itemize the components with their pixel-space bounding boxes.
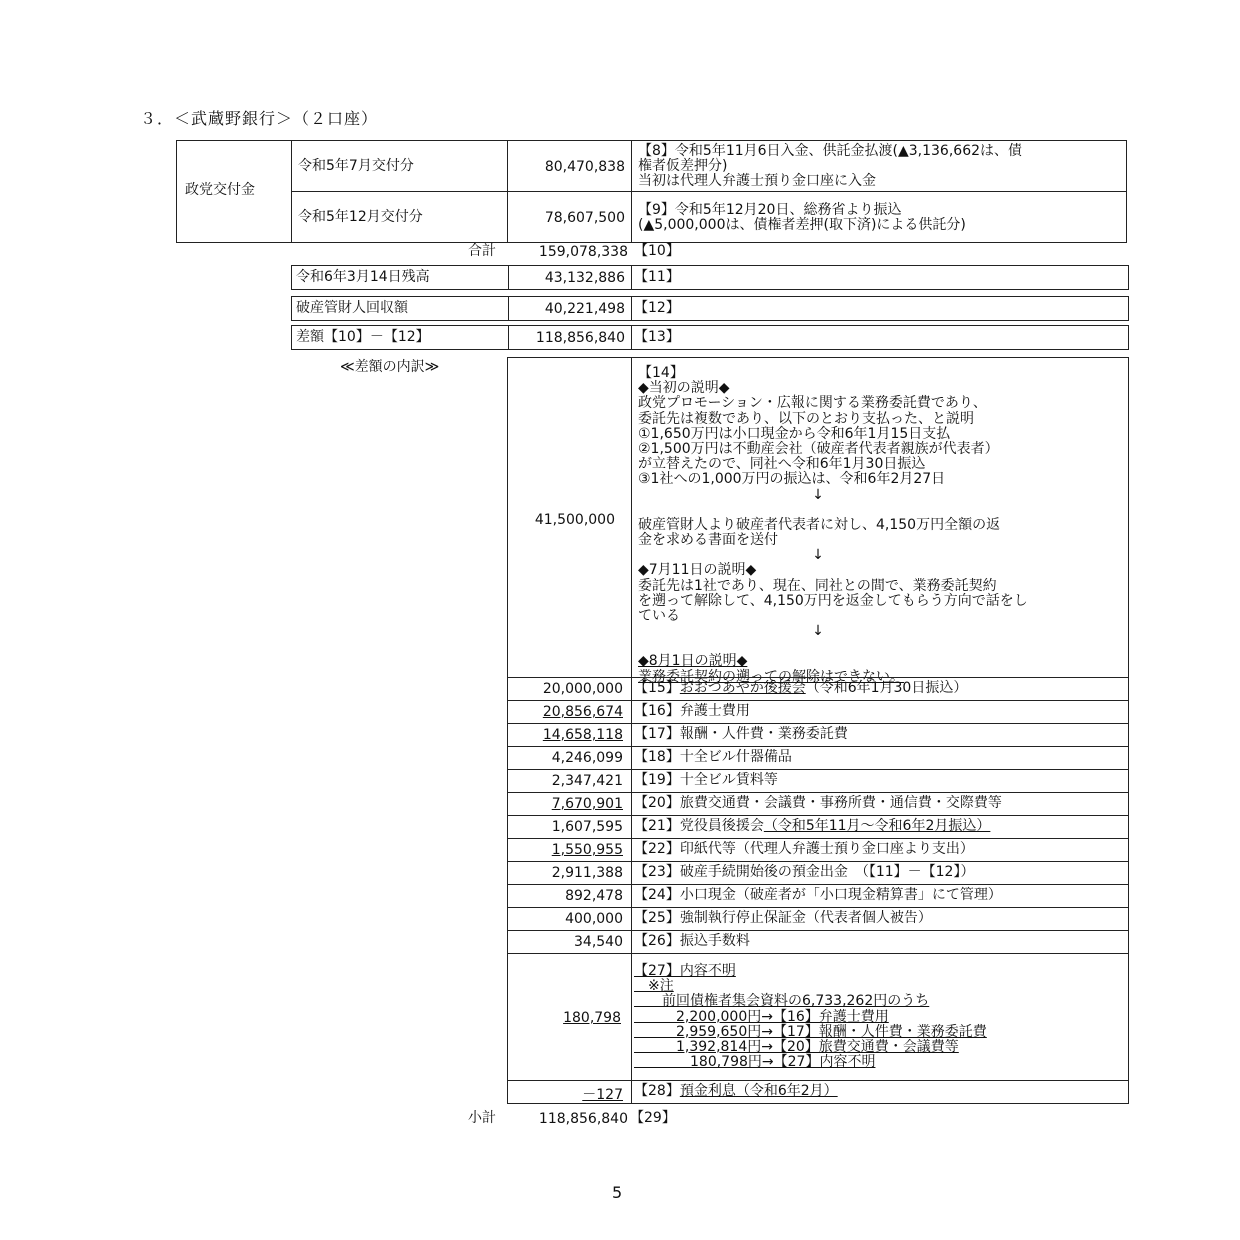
koufu-label: 政党交付金 [185, 182, 255, 198]
item-note: 【17】報酬・人件費・業務委託費 [634, 726, 848, 742]
column-divider [631, 701, 632, 723]
koufu-row-1-name: 令和5年7月交付分 [298, 158, 414, 174]
column-divider [631, 793, 632, 815]
item-note: 【24】小口現金（破産者が「小口現金精算書」にて管理） [634, 887, 1002, 903]
column-divider [508, 326, 509, 349]
balance-amount: 43,132,886 [544, 270, 625, 286]
item-note: 【26】振込手数料 [634, 933, 750, 949]
item-note: 【25】強制執行停止保証金（代表者個人被告） [634, 910, 932, 926]
item-amount: 20,000,000 [542, 681, 623, 697]
breakdown-row-22 [507, 838, 1129, 862]
item-14-line: ①1,650万円は小口現金から令和6年1月15日支払 [638, 425, 951, 442]
koufu-row-2-name-cell [291, 191, 508, 243]
item-note [634, 681, 967, 696]
column-divider [631, 678, 632, 700]
breakdown-row-17 [507, 723, 1129, 747]
item-14-line: ◆7月11日の説明◆ [638, 562, 757, 579]
koufu-label-cell [176, 140, 292, 243]
koufu-row-2-name: 令和5年12月交付分 [298, 209, 423, 225]
subtotal-amount: 118,856,840 [538, 1111, 628, 1127]
column-divider [631, 770, 632, 792]
breakdown-row-26 [507, 930, 1129, 954]
column-divider [508, 266, 509, 289]
column-divider [631, 816, 632, 838]
item-note: 【19】十全ビル賃料等 [634, 772, 778, 788]
item-27-line: ※注 [634, 978, 674, 995]
item-14-line [638, 503, 1128, 518]
item-14-line: 委託先は1社であり、現在、同社との間で、業務委託契約 [638, 577, 997, 594]
balance-note: 【11】 [634, 269, 680, 285]
recovered-label: 破産管財人回収額 [296, 300, 408, 316]
item-note: 【20】旅費交通費・会議費・事務所費・通信費・交際費等 [634, 795, 1002, 811]
breakdown-row-23 [507, 861, 1129, 885]
koufu-row-1-note-cell [631, 140, 1127, 192]
item-14-amount-cell [507, 357, 632, 678]
koufu-row-2-note-line: (▲5,000,000は、債権者差押(取下済)による供託分) [638, 217, 966, 234]
item-14-line: ◆8月1日の説明◆ [638, 653, 748, 670]
koufu-row-1-note-line: 【8】令和5年11月6日入金、供託金払渡(▲3,136,662は、債 [638, 143, 1023, 159]
column-divider [631, 297, 632, 320]
total-amount: 159,078,338 [538, 244, 628, 260]
recovered-note: 【12】 [634, 300, 680, 316]
item-amount: 14,658,118 [542, 727, 623, 743]
koufu-row-1-note-line: 当初は代理人弁護士預り金口座に入金 [638, 173, 876, 190]
item-amount: 2,347,421 [551, 773, 623, 789]
item-14-line: ◆当初の説明◆ [638, 380, 730, 397]
item-amount: 400,000 [565, 911, 623, 927]
column-divider [631, 931, 632, 953]
item-amount: 20,856,674 [542, 704, 623, 720]
item-27-line: 2,200,000円→【16】弁護士費用 [634, 1008, 889, 1025]
item-amount: 1,550,955 [551, 842, 623, 858]
item-14-line: 【14】 [638, 365, 684, 381]
item-amount: 892,478 [565, 888, 623, 904]
subtotal-label: 小計 [468, 1110, 496, 1126]
difference-note: 【13】 [634, 329, 680, 345]
breakdown-row-15 [507, 677, 1129, 701]
item-14-line: を遡って解除して、4,150万円を返金してもらう方向で話をし [638, 592, 1028, 609]
breakdown-row-28 [507, 1080, 1129, 1104]
breakdown-row-20 [507, 792, 1129, 816]
recovered-amount: 40,221,498 [544, 301, 625, 317]
breakdown-row-19 [507, 769, 1129, 793]
column-divider [508, 297, 509, 320]
item-amount: 34,540 [574, 934, 623, 950]
koufu-row-1-name-cell [291, 140, 508, 192]
item-27-line: 前回債権者集会資料の6,733,262円のうち [634, 993, 930, 1010]
item-27-amount-cell [507, 953, 632, 1081]
column-divider [631, 747, 632, 769]
difference-label: 差額【10】－【12】 [296, 329, 430, 345]
item-28-note: 【28】預金利息（令和6年2月） [634, 1083, 838, 1099]
item-note: 【23】破産手続開始後の預金出金 （【11】－【12】） [634, 864, 975, 880]
column-divider [631, 885, 632, 907]
column-divider [631, 1081, 632, 1103]
item-14-line: ②1,500万円は不動産会社（破産者代表者親族が代表者） [638, 441, 999, 458]
item-14-line: ③1社への1,000万円の振込は、令和6年2月27日 [638, 471, 946, 488]
koufu-row-2-note-cell [631, 191, 1127, 243]
balance-label: 令和6年3月14日残高 [296, 269, 430, 285]
column-divider [631, 908, 632, 930]
breakdown-row-24 [507, 884, 1129, 908]
total-note: 【10】 [634, 243, 680, 259]
breakdown-row-21 [507, 815, 1129, 839]
breakdown-title: ≪差額の内訳≫ [340, 359, 440, 375]
difference-row [291, 325, 1129, 350]
item-amount: 7,670,901 [551, 796, 623, 812]
item-amount: 4,246,099 [551, 750, 623, 766]
item-14-arrow: ↓ [812, 547, 824, 564]
item-14-line: 業務委託契約の遡っての解除はできない。 [638, 668, 904, 685]
item-14-line: ている [638, 608, 680, 625]
item-note: 【22】印紙代等（代理人弁護士預り金口座より支出） [634, 841, 974, 857]
item-14-amount: 41,500,000 [534, 512, 615, 528]
koufu-row-2-note-line: 【9】令和5年12月20日、総務省より振込 [638, 202, 902, 218]
koufu-row-2-amount: 78,607,500 [544, 210, 625, 226]
column-divider [631, 839, 632, 861]
item-27-line: 1,392,814円→【20】旅費交通費・会議費等 [634, 1039, 959, 1056]
column-divider [631, 862, 632, 884]
item-27-line: 【27】内容不明 [634, 963, 736, 979]
koufu-row-1-amount: 80,470,838 [544, 159, 625, 175]
difference-amount: 118,856,840 [535, 330, 625, 346]
item-14-line [638, 639, 1128, 654]
koufu-row-2-amount-cell [507, 191, 632, 243]
item-note-text: 【15】おおつあやか後援会（令和6年1月30日振込） [634, 680, 968, 696]
breakdown-row-18 [507, 746, 1129, 770]
item-14-arrow: ↓ [812, 486, 824, 503]
breakdown-row-25 [507, 907, 1129, 931]
item-27-line: 2,959,650円→【17】報酬・人件費・業務委託費 [634, 1023, 987, 1040]
koufu-row-1-amount-cell [507, 140, 632, 192]
item-27-line: 180,798円→【27】内容不明 [634, 1054, 876, 1071]
item-14-note-cell [631, 357, 1129, 685]
koufu-row-1-note-line: 権者仮差押分) [638, 158, 728, 175]
item-note: 【21】党役員後援会（令和5年11月～令和6年2月振込） [634, 818, 991, 834]
item-note: 【16】弁護士費用 [634, 703, 750, 719]
item-28-amount: －127 [582, 1087, 623, 1103]
section-heading: ３．＜武蔵野銀行＞（２口座） [140, 109, 379, 128]
item-27-note-cell [631, 953, 1129, 1081]
column-divider [631, 266, 632, 289]
page-number: 5 [612, 1183, 623, 1202]
item-14-line: が立替えたので、同社へ令和6年1月30日振込 [638, 456, 926, 473]
item-14-arrow: ↓ [812, 623, 824, 640]
item-note: 【18】十全ビル什器備品 [634, 749, 792, 765]
column-divider [631, 724, 632, 746]
item-14-line: 金を求める書面を送付 [638, 532, 778, 549]
item-amount: 1,607,595 [551, 819, 623, 835]
item-27-amount: 180,798 [563, 1010, 621, 1026]
breakdown-row-16 [507, 700, 1129, 724]
balance-row [291, 265, 1129, 290]
subtotal-note: 【29】 [630, 1110, 676, 1126]
item-amount: 2,911,388 [551, 865, 623, 881]
item-14-line: 破産管財人より破産者代表者に対し、4,150万円全額の返 [638, 516, 1001, 533]
item-14-line: 政党プロモーション・広報に関する業務委託費であり、 [638, 395, 987, 412]
item-14-line: 委託先は複数であり、以下のとおり支払った、と説明 [638, 410, 974, 427]
column-divider [631, 326, 632, 349]
recovered-row [291, 296, 1129, 321]
total-label: 合計 [468, 243, 496, 259]
